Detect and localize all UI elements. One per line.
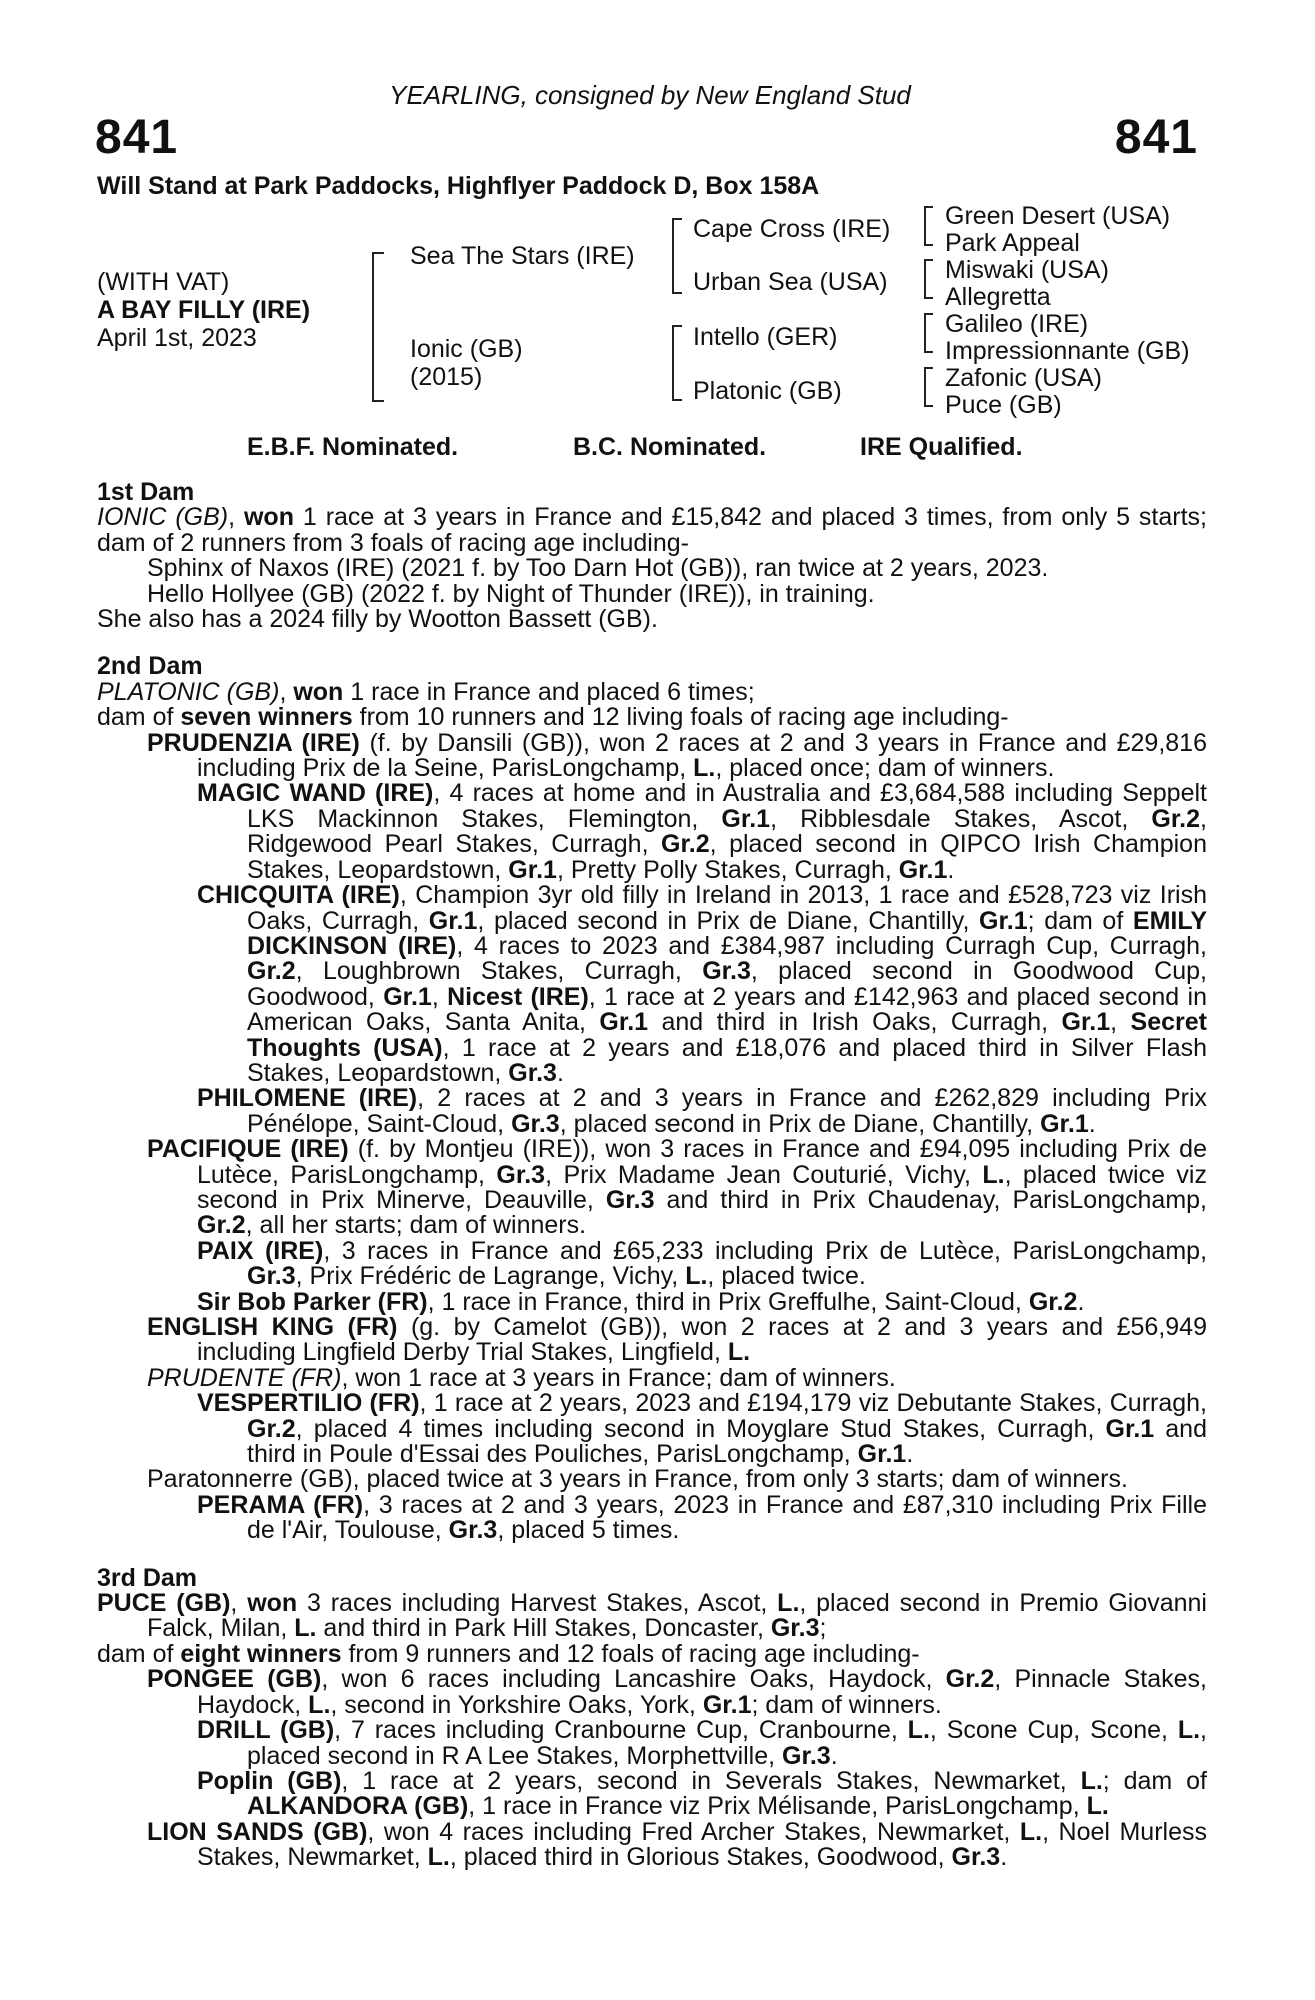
dam-year: (2015) bbox=[410, 363, 483, 391]
nomination-bc: B.C. Nominated. bbox=[573, 433, 767, 461]
lot-number-left: 841 bbox=[95, 111, 179, 164]
dam: Ionic (GB) bbox=[410, 335, 523, 363]
sire: Sea The Stars (IRE) bbox=[410, 242, 635, 270]
section-heading-dam1: 1st Dam bbox=[97, 478, 195, 506]
nomination-ebf: E.B.F. Nominated. bbox=[247, 433, 459, 461]
dam2-grandprogeny: CHICQUITA (IRE), Champion 3yr old filly in Ireland in 2013, 1 race and £528,723 viz Irish Oaks, Curragh, Gr.1, placed second in Prix de Diane, Chantilly, Gr.1; dam of EMILY DICKINSON (IRE), 4 races to 2023 and £384,987 including Curragh Cup, Curragh, Gr.2, Loughbrown Stakes, Curragh, Gr.3, placed second in Goodwood Cup, Goodwood, Gr.1, Nicest (IRE), 1 race at 2 years and £142,963 and placed second in American Oaks, Santa Anita, Gr.1 and third in Irish Oaks, Curragh, Gr.1, Secret Thoughts (USA), 1 race at 2 years and £18,076 and placed third in Silver Flash Stakes, Leopardstown, Gr.3. bbox=[197, 881, 1207, 1087]
dam2-produce: dam of seven winners from 10 runners and 12 living foals of racing age including- bbox=[97, 703, 1009, 732]
ds-sire: Galileo (IRE) bbox=[945, 310, 1089, 338]
nomination-ire: IRE Qualified. bbox=[860, 433, 1023, 461]
ss-dam: Park Appeal bbox=[945, 229, 1080, 257]
brace-ss bbox=[924, 206, 933, 246]
dam-dam: Platonic (GB) bbox=[693, 377, 842, 405]
dam3-grandprogeny: DRILL (GB), 7 races including Cranbourne Cup, Cranbourne, L., Scone Cup, Scone, L., placed second in R A Lee Stakes, Morphettville, Gr.3. bbox=[197, 1716, 1207, 1770]
brace-main bbox=[372, 252, 384, 402]
sd-dam: Allegretta bbox=[945, 283, 1051, 311]
horse-name: A BAY FILLY (IRE) bbox=[97, 296, 311, 324]
dam2-progeny: PRUDENZIA (IRE) (f. by Dansili (GB)), won 2 races at 2 and 3 years in France and £29,816 including Prix de la Seine, ParisLongchamp, L., placed once; dam of winners. bbox=[147, 728, 1207, 783]
ds-dam: Impressionnante (GB) bbox=[945, 337, 1190, 365]
dam2-grandprogeny: PERAMA (FR), 3 races at 2 and 3 years, 2023 in France and £87,310 including Prix Fille de l'Air, Toulouse, Gr.3, placed 5 times. bbox=[197, 1490, 1207, 1545]
ss-sire: Green Desert (USA) bbox=[945, 202, 1171, 230]
dam1-record: IONIC (GB), won 1 race at 3 years in France and £15,842 and placed 3 times, from only 5 starts; dam of 2 runners from 3 foals of racing age including- bbox=[97, 503, 1207, 557]
section-heading-dam3: 3rd Dam bbox=[97, 1563, 198, 1592]
catalogue-body bbox=[97, 480, 1207, 1871]
dam1-note: She also has a 2024 filly by Wootton Bassett (GB). bbox=[97, 605, 658, 634]
dam-sire: Intello (GER) bbox=[693, 323, 838, 351]
dam2-progeny: PRUDENTE (FR), won 1 race at 3 years in France; dam of winners. bbox=[147, 1363, 896, 1392]
dam1-progeny: Hello Hollyee (GB) (2022 f. by Night of Thunder (IRE)), in training. bbox=[147, 579, 875, 608]
dam3-produce: dam of eight winners from 9 runners and 12 foals of racing age including- bbox=[97, 1639, 920, 1668]
dam2-grandprogeny: Sir Bob Parker (FR), 1 race in France, third in Prix Greffulhe, Saint-Cloud, Gr.2. bbox=[197, 1287, 1085, 1316]
dam2-record: PLATONIC (GB), won 1 race in France and placed 6 times; bbox=[97, 677, 755, 706]
dam2-grandprogeny: VESPERTILIO (FR), 1 race at 2 years, 2023 and £194,179 viz Debutante Stakes, Curragh, Gr.2, placed 4 times including second in Moyglare Stud Stakes, Curragh, Gr.1 and third in Poule d'Essai des Pouliches, ParisLongchamp, Gr.1. bbox=[197, 1389, 1208, 1469]
dd-sire: Zafonic (USA) bbox=[945, 364, 1102, 392]
section-heading-dam2: 2nd Dam bbox=[97, 652, 203, 681]
sd-sire: Miswaki (USA) bbox=[945, 256, 1109, 284]
dam3-progeny: LION SANDS (GB), won 4 races including Fred Archer Stakes, Newmarket, L., Noel Murless Stakes, Newmarket, L., placed third in Glorious Stakes, Goodwood, Gr.3. bbox=[147, 1817, 1207, 1872]
dam3-progeny: PONGEE (GB), won 6 races including Lancashire Oaks, Haydock, Gr.2, Pinnacle Stakes, Haydock, L., second in Yorkshire Oaks, York, Gr.1; dam of winners. bbox=[147, 1665, 1207, 1719]
dam3-grandprogeny: Poplin (GB), 1 race at 2 years, second in Severals Stakes, Newmarket, L.; dam of ALKANDORA (GB), 1 race in France viz Prix Mélisande, ParisLongchamp, L. bbox=[197, 1766, 1207, 1821]
dam2-grandprogeny: PHILOMENE (IRE), 2 races at 2 and 3 years in France and £262,829 including Prix Pénélope, Saint-Cloud, Gr.3, placed second in Prix de Diane, Chantilly, Gr.1. bbox=[197, 1084, 1207, 1138]
brace-dam bbox=[672, 325, 682, 401]
dam2-progeny: PACIFIQUE (IRE) (f. by Montjeu (IRE)), won 3 races in France and £94,095 including Prix de Lutèce, ParisLongchamp, Gr.3, Prix Madame Jean Couturié, Vichy, L., placed twice viz second in Prix Minerve, Deauville, Gr.3 and third in Prix Chaudenay, ParisLongchamp, Gr.2, all her starts; dam of winners. bbox=[147, 1135, 1207, 1240]
dam1-progeny: Sphinx of Naxos (IRE) (2021 f. by Too Darn Hot (GB)), ran twice at 2 years, 2023. bbox=[147, 554, 1049, 583]
brace-ds bbox=[924, 313, 933, 353]
dam2-progeny: Paratonnerre (GB), placed twice at 3 years in France, from only 3 starts; dam of winners. bbox=[147, 1465, 1128, 1494]
dam3-record: PUCE (GB), won 3 races including Harvest Stakes, Ascot, L., placed second in Premio Giovanni Falck, Milan, L. and third in Park Hill Stakes, Doncaster, Gr.3; bbox=[97, 1589, 1207, 1643]
sire-dam: Urban Sea (USA) bbox=[693, 268, 888, 296]
dam2-progeny: ENGLISH KING (FR) (g. by Camelot (GB)), won 2 races at 2 and 3 years and £56,949 including Lingfield Derby Trial Stakes, Lingfield, L. bbox=[147, 1313, 1207, 1367]
page-subtitle: YEARLING, consigned by New England Stud bbox=[389, 80, 911, 110]
dam2-grandprogeny: MAGIC WAND (IRE), 4 races at home and in Australia and £3,684,588 including Seppelt LKS Mackinnon Stakes, Flemington, Gr.1, Ribblesdale Stakes, Ascot, Gr.2, Ridgewood Pearl Stakes, Curragh, Gr.2, placed second in QIPCO Irish Champion Stakes, Leopardstown, Gr.1, Pretty Polly Stakes, Curragh, Gr.1. bbox=[197, 779, 1207, 884]
stabling-location: Will Stand at Park Paddocks, Highflyer Paddock D, Box 158A bbox=[97, 172, 820, 200]
brace-sd bbox=[924, 259, 933, 299]
brace-sire bbox=[672, 218, 682, 294]
sire-sire: Cape Cross (IRE) bbox=[693, 215, 891, 243]
dd-dam: Puce (GB) bbox=[945, 391, 1062, 419]
foaling-date: April 1st, 2023 bbox=[97, 324, 257, 352]
brace-dd bbox=[924, 367, 933, 407]
lot-number-right: 841 bbox=[1114, 111, 1198, 164]
dam2-grandprogeny: PAIX (IRE), 3 races in France and £65,233 including Prix de Lutèce, ParisLongchamp, Gr.3, Prix Frédéric de Lagrange, Vichy, L., placed twice. bbox=[197, 1236, 1208, 1291]
vat-note: (WITH VAT) bbox=[97, 268, 230, 296]
